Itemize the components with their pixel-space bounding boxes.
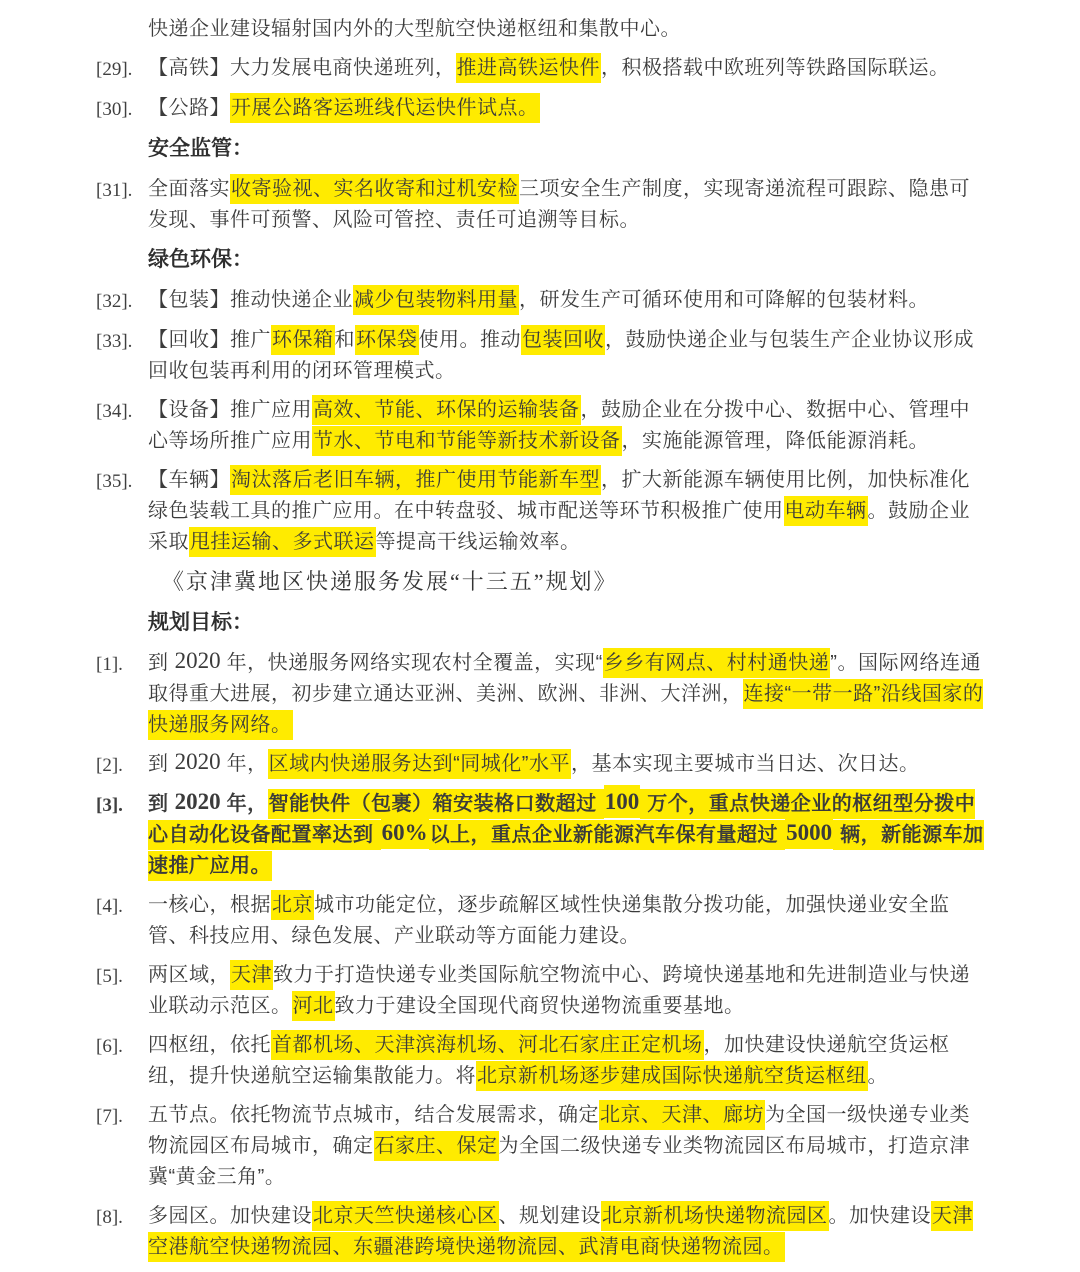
highlighted-text: 电动车辆 [784,496,868,526]
numbered-item [96,749,986,781]
text-run: 为全国一级快递专业类物流园区布局城市，确定 [148,1104,970,1157]
highlighted-text: 以上，重点企业新能源汽车保有量超过 [429,820,786,850]
highlighted-text: 包装回收 [521,325,605,355]
text-run: 。加快建设 [828,1205,931,1227]
numbered-item [96,325,986,387]
text-run: 等提高干线运输效率。 [375,531,581,553]
text-run: 到 [148,793,175,815]
text-run: 。鼓励企业采取 [148,500,970,553]
numbered-item [96,93,986,125]
highlighted-text: 河北 [292,991,335,1021]
numbered-item [96,465,986,558]
paragraph-text [148,285,986,317]
text-run: ，实施能源管理，降低能源消耗。 [621,430,929,452]
highlighted-text: 天津空港航空快递物流园、东疆港跨境快递物流园、武清电商快递物流园。 [148,1201,973,1262]
item-number: [1]. [96,654,123,675]
paragraph-text [148,1030,986,1092]
highlighted-text: 北京天竺快递核心区 [312,1201,499,1231]
highlighted-text: 北京 [271,890,314,920]
highlighted-text: 100 [604,785,641,818]
highlighted-text: 智能快件（包裹）箱安装格口数超过 [268,789,604,819]
text-run: 使用。推动 [418,329,521,351]
paragraph-text [148,1100,986,1193]
text-run: 【包装】推动快递企业 [148,289,353,311]
paragraph-text [148,890,986,952]
paragraph-text [148,648,986,741]
numbered-item [96,53,986,85]
highlighted-text: 北京、天津、廊坊 [599,1100,765,1130]
item-number: [7]. [96,1106,123,1127]
highlighted-text: 辆，新能源车加速推广应用。 [148,820,984,881]
highlighted-text: 天津 [230,960,273,990]
highlighted-text: 连接“一带一路”沿线国家的快递服务网络。 [148,679,983,740]
text-run: 。 [867,1065,888,1087]
numbered-item [96,960,986,1022]
text-run: 和 [334,329,355,351]
text-run: 2020 [174,749,221,774]
paragraph-text [148,325,986,387]
section-heading: 绿色环保： [148,248,253,271]
text-run: 快递企业建设辐射国内外的大型航空快递枢纽和集散中心。 [148,18,681,40]
text-run: 2020 [174,648,221,673]
text-run: 城市功能定位，逐步疏解区域性快递集散分拨功能，加强快递业安全监管、科技应用、绿色发展、产业联动等方面能力建设。 [148,894,950,947]
highlighted-text: 环保箱 [271,325,335,355]
highlighted-text: 区域内快递服务达到“同城化”水平 [268,749,571,779]
highlighted-text: 淘汰落后老旧车辆，推广使用节能新车型 [230,465,601,495]
text-run: ”。国际网络连通取得重大进展，初步建立通达亚洲、美洲、欧洲、非洲、大洋洲， [148,652,981,705]
item-number: [2]. [96,755,123,776]
item-number: [3]. [96,795,123,816]
text-run: 一核心，根据 [148,894,271,916]
highlighted-text: 5000 [785,816,833,849]
highlighted-text: 北京新机场逐步建成国际快递航空货运枢纽 [476,1061,868,1091]
highlighted-text: 60% [381,816,429,849]
paragraph-text [148,53,986,85]
paragraph-text [148,1201,986,1263]
text-run: 【设备】推广应用 [148,399,312,421]
numbered-item [96,890,986,952]
section-heading: 规划目标： [148,611,253,634]
text-run: 【回收】推广 [148,329,271,351]
text-run: 两区域， [148,964,230,986]
text-run: 致力于打造快递专业类国际航空物流中心、跨境快递基地和先进制造业与快递业联动示范区。 [148,964,970,1017]
text-run: 全面落实 [148,178,230,200]
item-number: [5]. [96,966,123,987]
text-run: 多园区。加快建设 [148,1205,312,1227]
paragraph-text [148,789,986,882]
highlighted-text: 环保袋 [355,325,419,355]
text-run: ，研发生产可循环使用和可降解的包装材料。 [519,289,929,311]
numbered-item [96,174,986,236]
highlighted-text: 减少包装物料用量 [353,285,519,315]
text-run: 为全国二级快递专业类物流园区布局城市，打造京津冀“黄金三角”。 [148,1135,970,1188]
text-run: ，基本实现主要城市当日达、次日达。 [570,753,920,775]
item-number: [31]. [96,180,133,201]
numbered-item [96,648,986,741]
highlighted-text: 北京新机场快递物流园区 [601,1201,829,1231]
highlighted-text: 节水、节电和节能等新技术新设备 [312,426,622,456]
text-run: 到 [148,652,175,674]
text-run: 、规划建设 [498,1205,601,1227]
plan-title: 《京津冀地区快递服务发展“十三五”规划》 [162,569,618,594]
paragraph-text [148,14,986,45]
highlighted-text: 推进高铁运快件 [456,53,602,83]
numbered-item [96,1100,986,1193]
text-run: 五节点。依托物流节点城市，结合发展需求，确定 [148,1104,599,1126]
numbered-item [96,395,986,457]
item-number: [35]. [96,471,133,492]
highlighted-text: 收寄验视、实名收寄和过机安检 [230,174,519,204]
text-run: 致力于建设全国现代商贸快递物流重要基地。 [334,995,745,1017]
paragraph-text [148,174,986,236]
item-number: [34]. [96,401,133,422]
numbered-item [96,1030,986,1092]
paragraph-text [148,395,986,457]
highlighted-text: 石家庄、保定 [374,1131,499,1161]
text-run: 【公路】 [148,97,230,119]
continuation-paragraph [96,14,986,45]
text-run: ，鼓励快递企业与包装生产企业协议形成回收包装再利用的闭环管理模式。 [148,329,974,382]
text-run: ，鼓励企业在分拨中心、数据中心、管理中心等场所推广应用 [148,399,970,452]
paragraph-text [148,749,986,781]
item-number: [6]. [96,1036,123,1057]
item-number: [29]. [96,59,133,80]
numbered-item [96,789,986,882]
text-run: 年， [220,793,268,815]
text-run: 2020 [174,789,221,814]
item-number: [4]. [96,896,123,917]
highlighted-text: 乡乡有网点、村村通快递 [603,648,831,678]
text-run: 四枢纽，依托 [148,1034,271,1056]
item-number: [32]. [96,291,133,312]
highlighted-text: 开展公路客运班线代运快件试点。 [230,93,540,123]
numbered-item [96,1201,986,1263]
highlighted-text: 首都机场、天津滨海机场、河北石家庄正定机场 [271,1030,704,1060]
item-number: [33]. [96,331,133,352]
paragraph-text [148,960,986,1022]
item-number [96,14,148,45]
highlighted-text: 甩挂运输、多式联运 [189,527,376,557]
text-run: 年，快递服务网络实现农村全覆盖，实现“ [220,652,603,674]
text-run: ，加快建设快递航空货运枢纽，提升快递航空运输集散能力。将 [148,1034,950,1087]
paragraph-text [148,465,986,558]
text-run: ，积极搭载中欧班列等铁路国际联运。 [601,57,950,79]
text-run: ，扩大新能源车辆使用比例，加快标准化绿色装载工具的推广应用。在中转盘驳、城市配送等环节积极推广使用 [148,469,970,522]
text-run: 年， [220,753,268,775]
text-run: 三项安全生产制度，实现寄递流程可跟踪、隐患可发现、事件可预警、风险可管控、责任可追溯等目标。 [148,178,970,231]
highlighted-text: 万个，重点快递企业的枢纽型分拨中心自动化设备配置率达到 [148,789,975,850]
highlighted-text: 高效、节能、环保的运输装备 [312,395,581,425]
paragraph-text [148,93,986,125]
section-heading: 安全监管： [148,137,253,160]
item-number: [30]. [96,99,133,120]
item-number: [8]. [96,1207,123,1228]
text-run: 【高铁】大力发展电商快递班列， [148,57,456,79]
numbered-item [96,285,986,317]
text-run: 到 [148,753,175,775]
text-run: 【车辆】 [148,469,230,491]
